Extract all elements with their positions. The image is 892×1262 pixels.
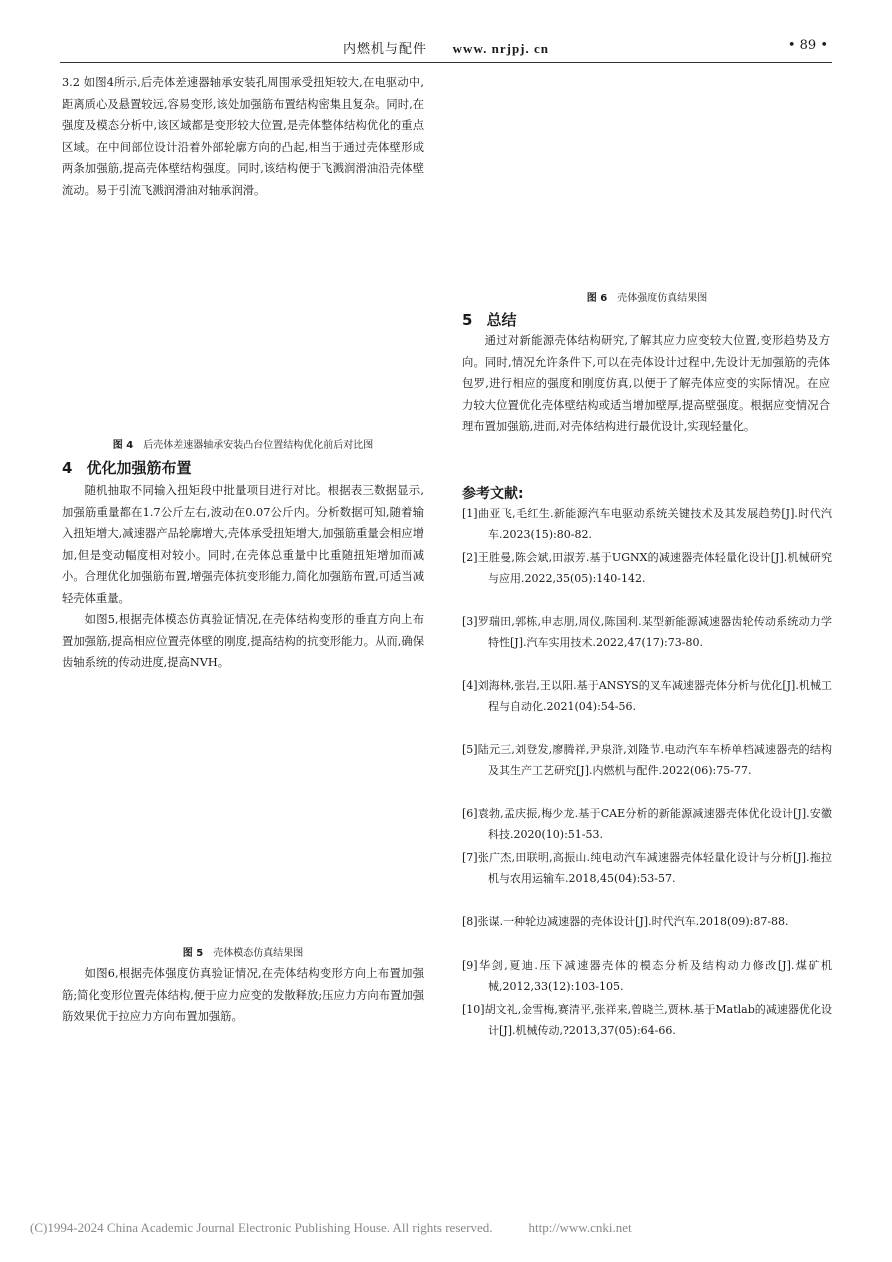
reference-item: [3]罗瑞田,郭栋,申志朋,周仪,陈国利.某型新能源减速器齿轮传动系统动力学特性[J].汽车实用技术.2022,47(17):73-80.	[462, 615, 832, 649]
figure-5-caption	[62, 944, 424, 959]
figure-5-caption-text: 壳体模态仿真结果图	[213, 948, 304, 959]
section-4-body-continued	[62, 963, 424, 1028]
section-3-2-paragraph	[62, 72, 424, 201]
section-5-heading	[462, 309, 516, 330]
reference-item: [5]陆元三,刘登发,廖腾祥,尹泉浒,刘隆节.电动汽车车桥单档减速器壳的结构及其生产工艺研究[J].内燃机与配件.2022(06):75-77.	[462, 743, 832, 777]
running-head	[60, 38, 832, 57]
references-heading: 参考文献:	[462, 486, 524, 502]
header-rule	[60, 62, 832, 63]
section-4-paragraph-3: 如图6,根据壳体强度仿真验证情况,在壳体结构变形方向上布置加强筋;简化变形位置壳体结构,便于应力应变的发散释放;压应力方向布置加强筋效果优于拉应力方向布置加强筋。	[62, 967, 424, 1023]
reference-item: [6]袁勃,孟庆振,梅少龙.基于CAE分析的新能源减速器壳体优化设计[J].安徽科技.2020(10):51-53.	[462, 807, 832, 841]
reference-item: [2]王胜曼,陈会斌,田淑芳.基于UGNX的减速器壳体轻量化设计[J].机械研究与应用.2022,35(05):140-142.	[462, 551, 832, 585]
journal-site: www. nrjpj. cn	[452, 41, 550, 56]
reference-item: [10]胡文礼,金雪梅,赛清平,张祥来,曾晓兰,贾林.基于Matlab的减速器优化设计[J].机械传动,?2013,37(05):64-66.	[462, 1003, 832, 1037]
page-footer	[30, 1220, 632, 1236]
figure-4-caption-text: 后壳体差速器轴承安装凸台位置结构优化前后对比图	[143, 440, 374, 451]
reference-item: [4]刘海林,张岩,王以阳.基于ANSYS的叉车减速器壳体分析与优化[J].机械工程与自动化.2021(04):54-56.	[462, 679, 832, 713]
section-5-number: 5	[462, 311, 473, 329]
section-4-paragraph-2: 如图5,根据壳体模态仿真验证情况,在壳体结构变形的垂直方向上布置加强筋,提高相应位置壳体壁的刚度,提高结构的抗变形能力。从而,确保齿轴系统的传动进度,提高NVH。	[62, 613, 424, 669]
section-4-paragraph-1: 随机抽取不同输入扭矩段中批量项目进行对比。根据表三数据显示,加强筋重量都在1.7公斤左右,波动在0.07公斤内。分析数据可知,随着输入扭矩增大,减速器产品轮廓增大,壳体承受扭矩增大,加强筋重量会相应增加,但是变动幅度相对较小。同时,在壳体总重量中比重随扭矩增加而减小。合理优化加强筋布置,增强壳体抗变形能力,简化加强筋布置,可适当减轻壳体重量。	[62, 484, 424, 605]
figure-4-caption	[62, 436, 424, 451]
figure-4-number: 图 4	[112, 440, 134, 451]
figure-5-number: 图 5	[182, 948, 204, 959]
section-4-heading	[62, 457, 191, 478]
section-4-body	[62, 480, 424, 674]
paragraph-3-2: 3.2 如图4所示,后壳体差速器轴承安装孔周围承受扭矩较大,在电驱动中,距离质心及悬置较远,容易变形,该处加强筋布置结构密集且复杂。同时,在强度及模态分析中,该区域都是变形较大位置,是壳体整体结构优化的重点区域。在中间部位设计沿着外部轮廓方向的凸起,相当于通过壳体壁形成两条加强筋,提高壳体壁结构强度。同时,该结构便于飞溅润滑油沿壳体壁流动。易于引流飞溅润滑油对轴承润滑。	[62, 76, 424, 197]
reference-item: [7]张广杰,田联明,高振山.纯电动汽车减速器壳体轻量化设计与分析[J].拖拉机与农用运输车.2018,45(04):53-57.	[462, 851, 832, 885]
figure-6-number: 图 6	[586, 293, 608, 304]
footer-url: http://www.cnki.net	[528, 1220, 632, 1235]
figure-6-caption-text: 壳体强度仿真结果图	[617, 293, 708, 304]
page-header	[60, 34, 832, 62]
figure-6-caption	[462, 289, 832, 304]
reference-item: [9]华剑,夏迪.压下减速器壳体的模态分析及结构动力修改[J].煤矿机械,2012,33(12):103-105.	[462, 959, 832, 993]
copyright-notice: (C)1994-2024 China Academic Journal Electronic Publishing House. All rights reserved.	[30, 1220, 493, 1235]
journal-name: 内燃机与配件	[342, 42, 427, 57]
reference-item: [8]张谋.一种轮边减速器的壳体设计[J].时代汽车.2018(09):87-88.	[462, 915, 789, 928]
section-4-title: 优化加强筋布置	[86, 459, 192, 477]
section-5-title: 总结	[486, 311, 517, 329]
reference-item: [1]曲亚飞,毛红生.新能源汽车电驱动系统关键技术及其发展趋势[J].时代汽车.2023(15):80-82.	[462, 507, 832, 541]
section-5-paragraph: 通过对新能源壳体结构研究,了解其应力应变较大位置,变形趋势及方向。同时,情况允许条件下,可以在壳体设计过程中,先设计无加强筋的壳体包罗,进行相应的强度和刚度仿真,以便于了解壳体应变的实际情况。在应力较大位置优化壳体壁结构或适当增加壁厚,提高壁强度。根据应变情况合理布置加强筋,进而,对壳体结构进行最优设计,实现轻量化。	[462, 334, 830, 433]
page-number: • 89 •	[787, 38, 828, 53]
section-5-body	[462, 330, 830, 438]
section-4-number: 4	[62, 459, 73, 477]
